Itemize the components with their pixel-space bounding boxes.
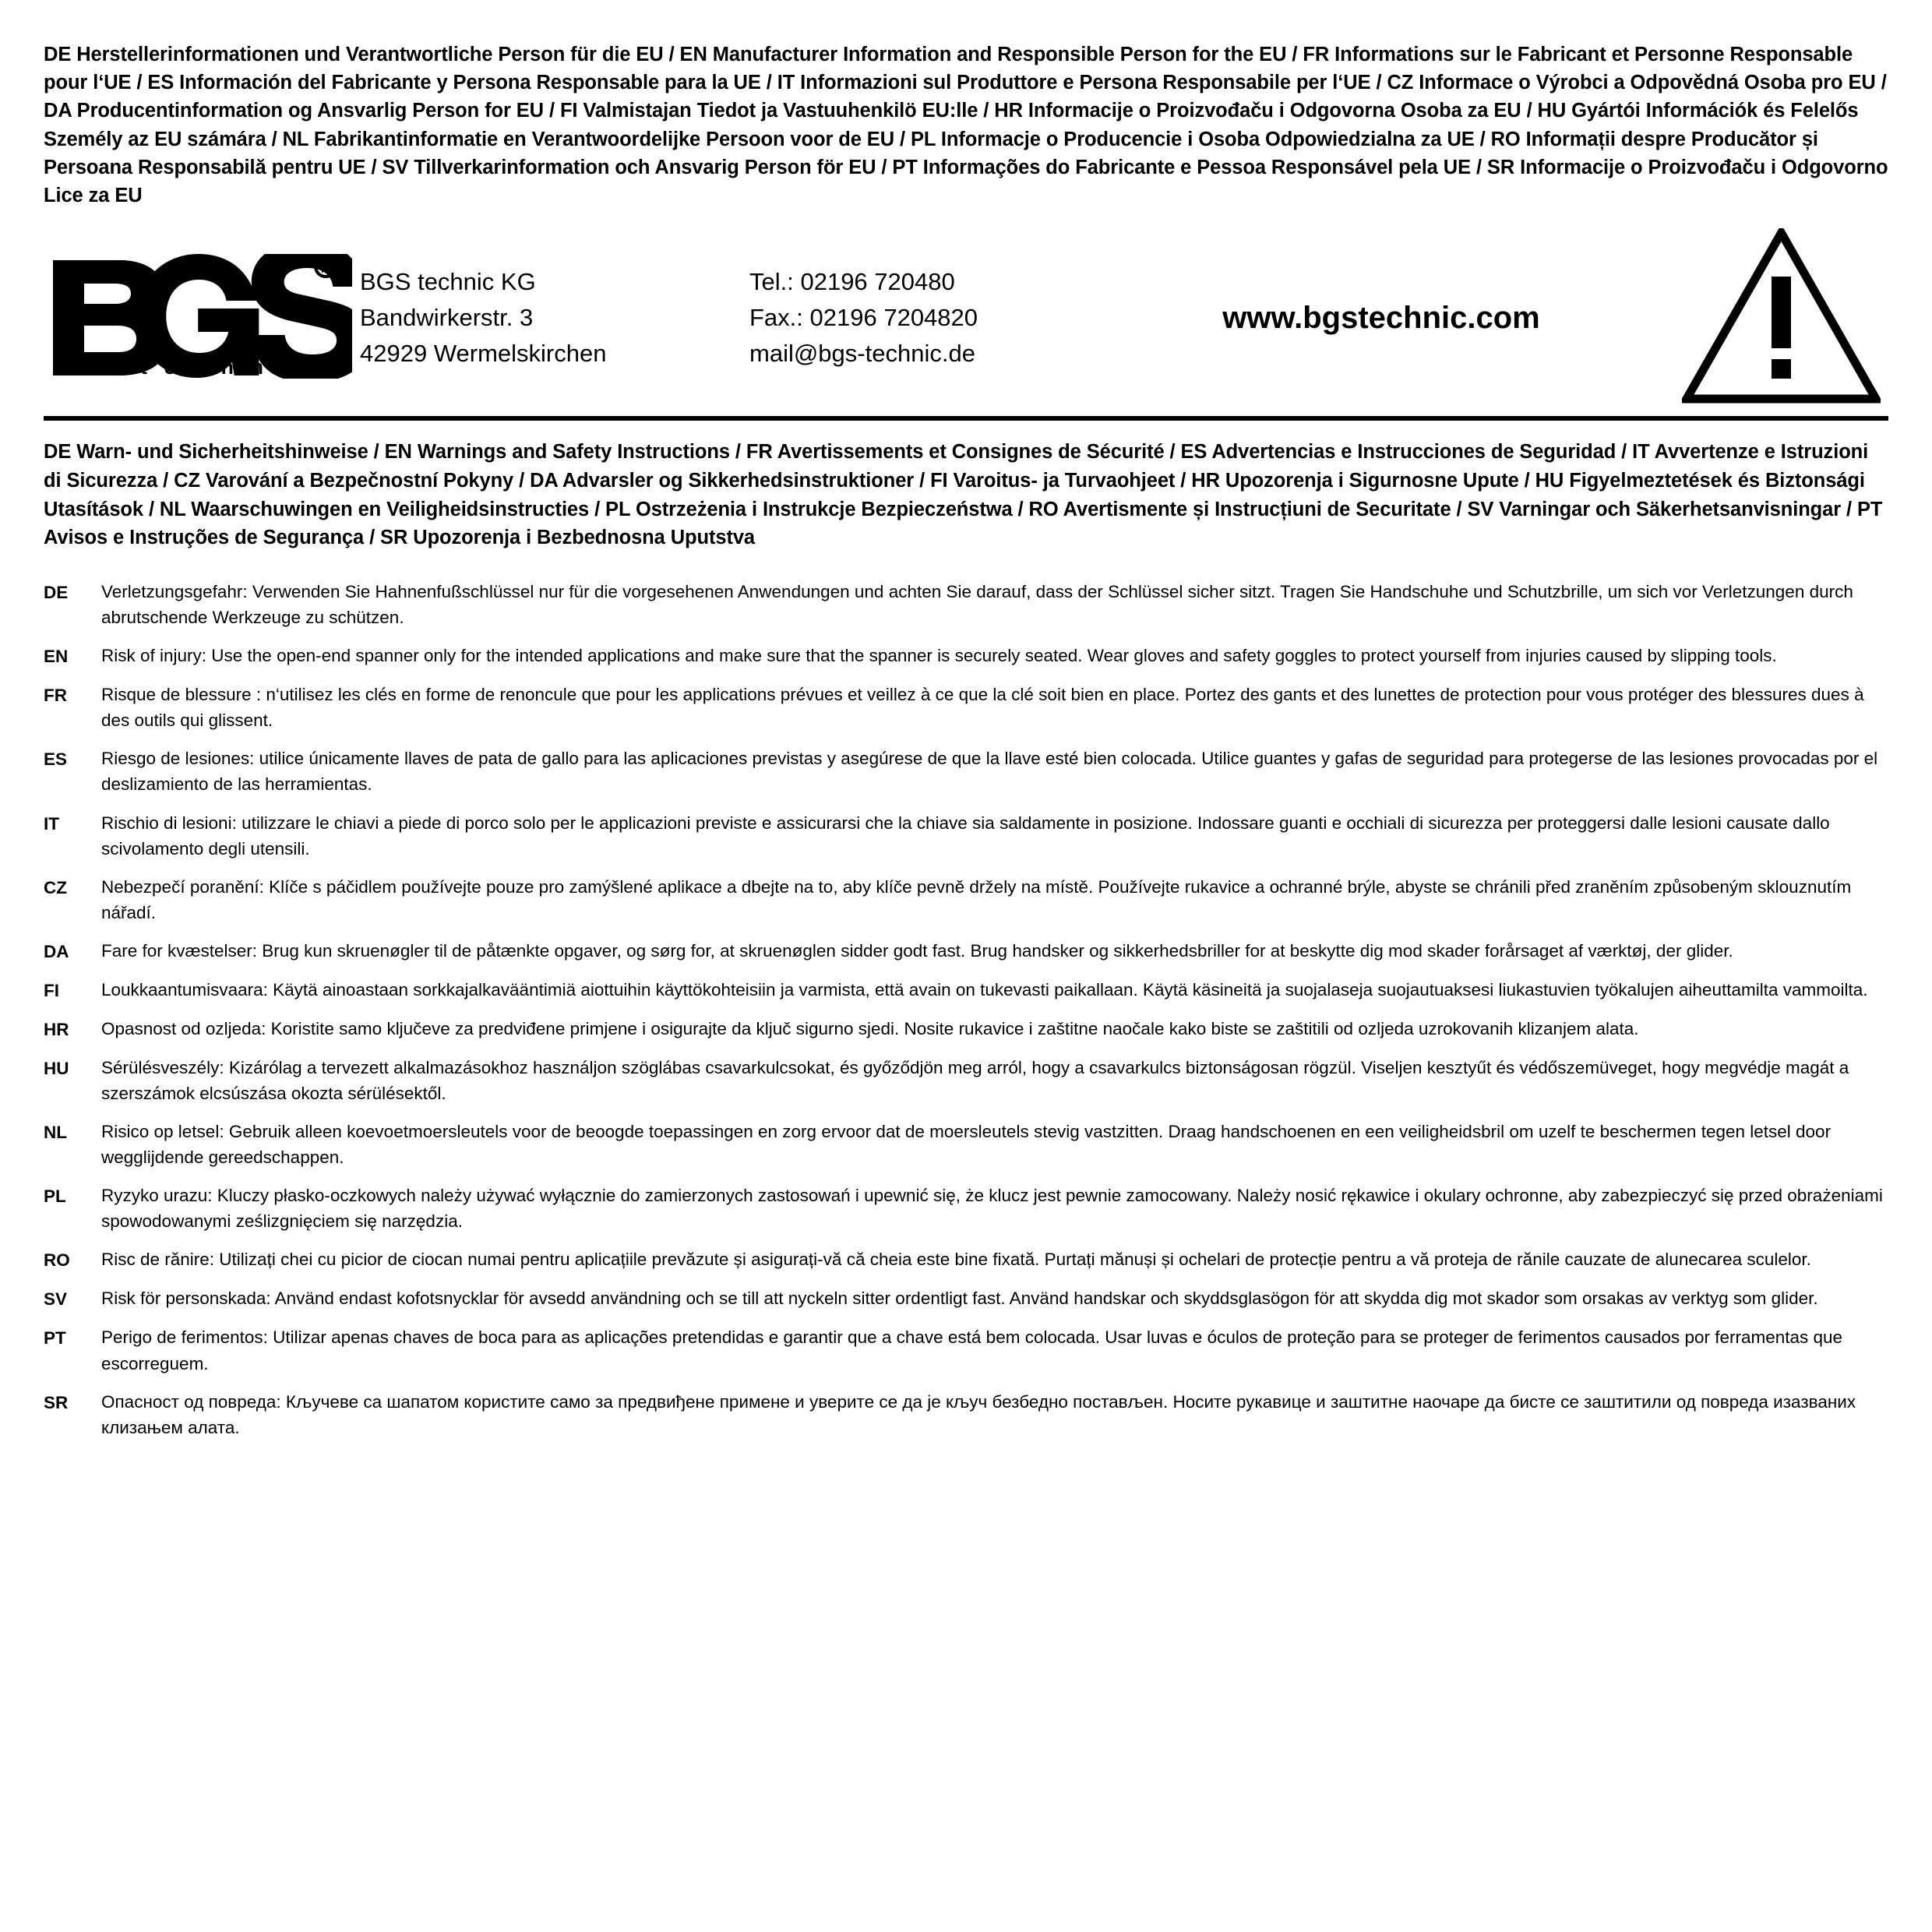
- warning-text: Rischio di lesioni: utilizzare le chiavi a piede di porco solo per le applicazioni previste e assicurarsi che la chiave sia saldamente in posizione. Indossare guanti e occhiali di sicurezza per proteggersi dalle lesioni causate dallo scivolamento degli utensili.: [101, 813, 1830, 858]
- list-item: [44, 938, 1888, 964]
- warnings-section-heading: DE Warn- und Sicherheitshinweise / EN Warnings and Safety Instructions / FR Avertissements et Consignes de Sécurité / ES Advertencias e Instrucciones de Seguridad / IT Avvertenze e Istruzioni di Sicurezza / CZ Varování a Bezpečnostní Pokyny / DA Advarsler og Sikkerhedsinstruktioner / FI Varoitus- ja Turvaohjeet / HR Upozorenja i Sigurnosne Upute / HU Figyelmeztetések és Biztonsági Utasítások / NL Waarschuwingen en Veiligheidsinstructies / PL Ostrzeżenia i Instrukcje Bezpieczeństwa / RO Avertismente și Instrucțiuni de Securitate / SV Varningar och Säkerhetsanvisningar / PT Avisos e Instruções de Segurança / SR Upozorenja i Bezbednosna Uputstva: [44, 441, 1883, 549]
- warning-text: Riesgo de lesiones: utilice únicamente llaves de pata de gallo para las aplicaciones previstas y asegúrese de que la llave esté bien colocada. Utilice guantes y gafas de seguridad para protegerse de las lesiones provocadas por el deslizamiento de las herramientas.: [101, 749, 1878, 795]
- language-code: HR: [44, 1019, 69, 1039]
- list-item: [44, 643, 1888, 669]
- language-code: IT: [44, 813, 59, 834]
- company-fax: Fax.: 02196 7204820: [749, 303, 978, 331]
- company-address: [360, 261, 749, 372]
- company-city: 42929 Wermelskirchen: [360, 339, 607, 367]
- warning-text: Verletzungsgefahr: Verwenden Sie Hahnenfußschlüssel nur für die vorgesehenen Anwendungen und achten Sie darauf, dass der Schlüssel sicher sitzt. Tragen Sie Handschuhe und Schutzbrille, um sich vor Verletzungen durch abrutschende Werkzeuge zu schützen.: [101, 582, 1853, 628]
- svg-text:t e c h n i c: t e c h n i c: [140, 354, 320, 379]
- warning-text: Risk för personskada: Använd endast kofotsnycklar för avsedd användning och se till att nyckeln sitter ordentligt fast. Använd handskar och skyddsglasögon för att skydda dig mot skador som orsakas av verktyg som glider.: [101, 1289, 1818, 1309]
- company-contact: [749, 261, 1092, 372]
- warning-text: Ryzyko urazu: Kluczy płasko-oczkowych należy używać wyłącznie do zamierzonych zastosowań i upewnić się, że klucz jest pewnie zamocowany. Należy nosić rękawice i okulary ochronne, aby zabezpieczyć się przed obrażeniami spowodowanymi ześlizgnięciem się narzędzia.: [101, 1186, 1883, 1232]
- warning-text: Opasnost od ozljeda: Koristite samo ključeve za predviđene primjene i osigurajte da ključ sigurno sjedi. Nosite rukavice i zaštitne naočale kako biste se zaštitili od ozljeda uzrokovanih klizanjem alata.: [101, 1018, 1639, 1038]
- language-code: RO: [44, 1250, 70, 1271]
- warning-text: Risico op letsel: Gebruik alleen koevoetmoersleutels voor de beoogde toepassingen en zorg ervoor dat de moersleutels stevig vastzitten. Draag handschoenen en een veiligheidsbril om uzelf te beschermen tegen letsel door wegglijdende gereedschappen.: [101, 1122, 1832, 1168]
- list-item: [44, 682, 1888, 733]
- list-item: [44, 579, 1888, 630]
- list-item: [44, 1246, 1888, 1273]
- company-header-block: [44, 220, 1888, 421]
- language-code: NL: [44, 1123, 67, 1143]
- list-item: [44, 746, 1888, 797]
- warning-text: Risc de rănire: Utilizați chei cu picior de ciocan numai pentru aplicațiile prevăzute și asigurați-vă că cheia este bine fixată. Purtați mănuși și ochelari de protecție pentru a vă proteja de rănile cauzate de alunecarea sculelor.: [101, 1250, 1811, 1270]
- language-code: FR: [44, 686, 67, 706]
- language-code: FI: [44, 980, 59, 1000]
- warning-text: Risque de blessure : n‘utilisez les clés en forme de renoncule que pour les applications prévues et veillez à ce que la clé soit bien en place. Portez des gants et des lunettes de protection pour vous protéger des blessures dues à des outils qui glissent.: [101, 685, 1864, 731]
- list-item: [44, 1119, 1888, 1170]
- language-code: SR: [44, 1392, 69, 1412]
- list-item: [44, 874, 1888, 925]
- company-name: BGS technic KG: [360, 267, 536, 295]
- warning-text: Loukkaantumisvaara: Käytä ainoastaan sorkkajalkavääntimiä aiottuihin käyttökohteisiin ja varmista, että avain on tukevasti paikallaan. Käytä käsineitä ja suojalaseja suojautuaksesi liukastuvien työkalujen aiheuttamilta vammoilta.: [101, 979, 1868, 999]
- list-item: [44, 1324, 1888, 1376]
- warning-text: Nebezpečí poranění: Klíče s páčidlem používejte pouze pro zamýšlené aplikace a dbejte na to, aby klíče pevně držely na místě. Používejte rukavice a ochranné brýle, abyste se chránili před zraněním způsobeným sklouznutím nářadí.: [101, 876, 1852, 922]
- language-code: CZ: [44, 877, 67, 897]
- language-code: ES: [44, 749, 68, 770]
- list-item: [44, 1016, 1888, 1042]
- language-code: SV: [44, 1289, 68, 1310]
- warning-text: Perigo de ferimentos: Utilizar apenas chaves de boca para as aplicações pretendidas e garantir que a chave está bem colocada. Usar luvas e óculos de proteção para se proteger de ferimentos causados por ferramentas que escorreguem.: [101, 1327, 1843, 1373]
- warning-text: Sérülésveszély: Kizárólag a tervezett alkalmazásokhoz használjon szöglábas csavarkulcsokat, és győződjön meg arról, hogy a csavarkulcs biztonságosan rögzül. Viseljen kesztyűt és védőszemüveget, hogy megvédje magát a szerszámok elcsúszása okozta sérülésektől.: [101, 1057, 1849, 1104]
- list-item: [44, 1389, 1888, 1440]
- list-item: [44, 1285, 1888, 1312]
- company-tel: Tel.: 02196 720480: [749, 267, 955, 295]
- manufacturer-info-heading: DE Herstellerinformationen und Verantwortliche Person für die EU / EN Manufacturer Information and Responsible Person for the EU / FR Informations sur le Fabricant et Personne Responsable pour l‘UE / ES Información del Fabricante y Persona Responsable para la UE / IT Informazioni sul Produttore e Persona Responsabile per l‘UE / CZ Informace o Výrobci a Odpovědná Osoba pro EU / DA Producentinformation og Ansvarlig Person for EU / FI Valmistajan Tiedot ja Vastuuhenkilö EU:lle / HR Informacije o Proizvođaču i Odgovorna Osoba za EU / HU Gyártói Információk és Felelős Személy az EU számára / NL Fabrikantinformatie en Verantwoordelijke Persoon voor de EU / PL Informacje o Producencie i Osoba Odpowiedzialna za UE / RO Informații despre Producător și Persoana Responsabilă pentru UE / SV Tillverkarinformation och Ansvarig Person för EU / PT Informações do Fabricante e Pessoa Responsável pela UE / SR Informacije o Proizvođaču i Odgovorno Lice za EU: [44, 44, 1888, 207]
- warning-text: Risk of injury: Use the open-end spanner only for the intended applications and make sure that the spanner is securely seated. Wear gloves and safety goggles to protect yourself from injuries caused by slipping tools.: [101, 646, 1777, 666]
- warning-triangle-icon: [1670, 228, 1888, 404]
- warning-text: Fare for kvæstelser: Brug kun skruenøgler til de påtænkte opgaver, og sørg for, at skruenøglen sidder godt fast. Brug handsker og sikkerhedsbriller for at beskytte dig mod skader forårsaget af værktøj, der glider.: [101, 940, 1733, 961]
- language-code: EN: [44, 647, 69, 667]
- list-item: [44, 977, 1888, 1003]
- svg-text:R: R: [320, 259, 331, 276]
- company-email[interactable]: mail@bgs-technic.de: [749, 339, 975, 367]
- language-code: HU: [44, 1058, 69, 1078]
- list-item: [44, 1183, 1888, 1234]
- language-code: DA: [44, 941, 69, 961]
- language-code: PT: [44, 1328, 66, 1349]
- list-item: [44, 1055, 1888, 1106]
- list-item: [44, 810, 1888, 862]
- bgs-logo: [44, 254, 360, 379]
- company-street: Bandwirkerstr. 3: [360, 303, 534, 331]
- warnings-list: [44, 579, 1888, 1440]
- language-code: DE: [44, 583, 69, 603]
- warning-text: Опасност од повреда: Кључеве са шапатом користите само за предвиђене примене и уверите се да је кључ безбедно постављен. Носите рукавице и заштитне наочаре да бисте се заштитили од повреда изазваних клизањем алата.: [101, 1391, 1856, 1437]
- language-code: PL: [44, 1186, 66, 1207]
- company-website[interactable]: www.bgstechnic.com: [1222, 301, 1540, 336]
